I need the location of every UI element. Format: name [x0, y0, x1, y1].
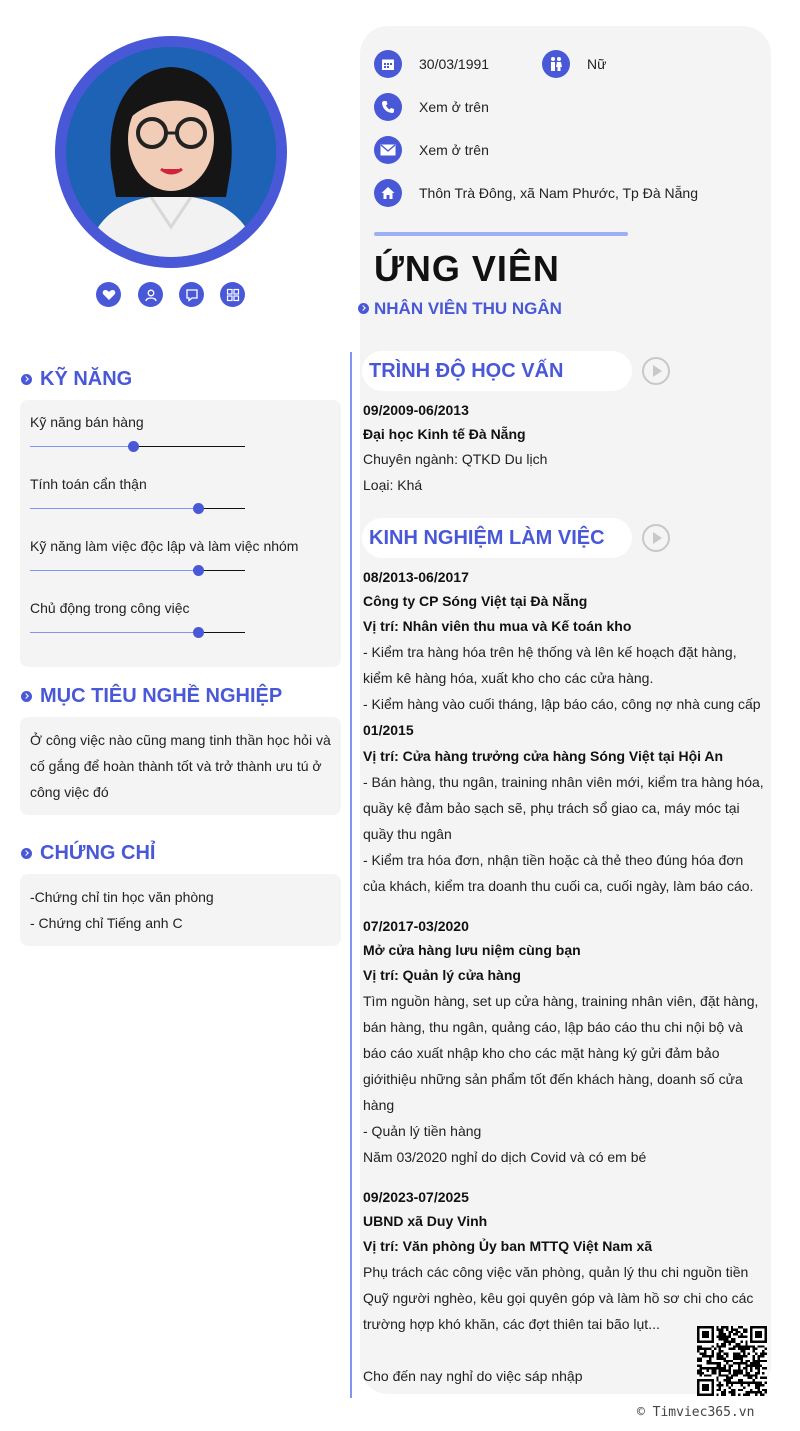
footer-copyright: © Timviec365.vn: [637, 1405, 755, 1420]
experience-line: bán hàng, thu ngân, quảng cáo, lập báo cáo thu chi nội bộ và: [363, 1019, 743, 1035]
experience-line: - Bán hàng, thu ngân, training nhân viên mới, kiểm tra hàng hóa,: [363, 774, 764, 790]
skill-level-fill: [30, 570, 198, 571]
objective-heading: MỤC TIÊU NGHỀ NGHIỆP: [40, 685, 283, 707]
experience-line: quầy thu ngân: [363, 826, 452, 842]
user-icon[interactable]: [138, 282, 163, 307]
education-school: Đại học Kinh tế Đà Nẵng: [363, 426, 526, 442]
experience-line: Tìm nguồn hàng, set up cửa hàng, training nhân viên, đặt hàng,: [363, 993, 759, 1009]
skill-level-bar: [30, 632, 245, 633]
play-icon[interactable]: [642, 357, 670, 385]
education-heading: TRÌNH ĐỘ HỌC VẤN: [369, 360, 564, 382]
experience-heading-line: 09/2023-07/2025: [363, 1189, 469, 1205]
experience-line: trường hợp khó khăn, các đợt thiên tai bão lụt...: [363, 1316, 660, 1332]
experience-line: - Kiểm tra hóa đơn, nhận tiền hoặc cà thẻ theo đúng hóa đơn: [363, 852, 744, 868]
qr-code: [697, 1326, 767, 1396]
home-icon: [374, 179, 402, 207]
chat-icon[interactable]: [179, 282, 204, 307]
birthday-text: 30/03/1991: [419, 56, 490, 72]
objective-text: Ở công việc nào cũng mang tinh thần học hỏi và cố gắng để hoàn thành tốt và trở thành ưu tú ở công việc đó: [30, 732, 331, 800]
skill-level-bar: [30, 508, 245, 509]
experience-heading-line: Mở cửa hàng lưu niệm cùng bạn: [363, 942, 581, 958]
gender-text: Nữ: [587, 56, 607, 72]
bullet-icon: [21, 848, 32, 859]
candidate-name: ỨNG VIÊN: [374, 248, 560, 289]
experience-heading-line: Vị trí: Cửa hàng trưởng cửa hàng Sóng Việt tại Hội An: [363, 748, 724, 764]
skill-level-fill: [30, 632, 198, 633]
calendar-icon: [374, 50, 402, 78]
education-major: Chuyên ngành: QTKD Du lịch: [363, 451, 548, 467]
bullet-icon: [21, 691, 32, 702]
certificates-text: -Chứng chỉ tin học văn phòng - Chứng chỉ Tiếng anh C: [30, 889, 214, 931]
experience-line: kiểm kê hàng hóa, xuất kho cho các cửa hàng.: [363, 670, 654, 686]
experience-line: Năm 03/2020 nghỉ do dịch Covid và có em bé: [363, 1149, 647, 1165]
experience-line: giớithiệu những sản phẩm tốt đến khách hàng, doanh số cửa: [363, 1071, 743, 1087]
experience-heading-line: Công ty CP Sóng Việt tại Đà Nẵng: [363, 593, 588, 609]
avatar-frame: [55, 36, 287, 268]
experience-line: quầy kệ đảm bảo sạch sẽ, phụ trách sổ giao ca, máy móc tại: [363, 800, 740, 816]
education-grade: Loại: Khá: [363, 477, 423, 493]
skill-name: Tính toán cẩn thận: [30, 476, 147, 492]
bullet-icon: [358, 303, 369, 314]
skill-name: Kỹ năng làm việc độc lập và làm việc nhóm: [30, 538, 299, 554]
job-title: NHÂN VIÊN THU NGÂN: [374, 299, 562, 318]
skill-level-bar: [30, 446, 245, 447]
skill-level-knob: [193, 565, 204, 576]
skill-name: Kỹ năng bán hàng: [30, 414, 144, 430]
education-period: 09/2009-06/2013: [363, 402, 469, 418]
certificates-heading: CHỨNG CHỈ: [40, 842, 156, 864]
experience-heading-line: 08/2013-06/2017: [363, 569, 469, 585]
phone-text: Xem ở trên: [419, 99, 489, 115]
experience-heading-line: Vị trí: Nhân viên thu mua và Kế toán kho: [363, 618, 632, 634]
play-icon[interactable]: [642, 524, 670, 552]
address-text: Thôn Trà Đông, xã Nam Phước, Tp Đà Nẵng: [419, 185, 698, 201]
experience-heading-line: Vị trí: Quản lý cửa hàng: [363, 967, 521, 983]
experience-line: - Kiểm tra hàng hóa trên hệ thống và lên kế hoạch đặt hàng,: [363, 644, 737, 660]
name-accent-bar: [374, 232, 628, 236]
experience-heading-line: UBND xã Duy Vinh: [363, 1213, 488, 1229]
experience-line: báo cáo xuất nhập kho cho các mặt hàng ký gửi đảm bảo: [363, 1045, 720, 1061]
experience-line: Phụ trách các công việc văn phòng, quản lý thu chi nguồn tiền: [363, 1264, 749, 1280]
skill-name: Chủ động trong công việc: [30, 600, 190, 616]
skills-box: [20, 400, 341, 667]
skill-level-knob: [193, 503, 204, 514]
bullet-icon: [21, 374, 32, 385]
phone-icon: [374, 93, 402, 121]
experience-heading-line: 01/2015: [363, 722, 414, 738]
skill-level-bar: [30, 570, 245, 571]
avatar: [66, 47, 276, 257]
skills-heading: KỸ NĂNG: [40, 368, 133, 390]
experience-heading-line: 07/2017-03/2020: [363, 918, 469, 934]
experience-line: Quỹ người nghèo, kêu gọi quyên góp và làm hồ sơ chi cho các: [363, 1290, 754, 1306]
gender-icon: [542, 50, 570, 78]
skill-level-fill: [30, 446, 133, 447]
mail-icon: [374, 136, 402, 164]
apps-icon[interactable]: [220, 282, 245, 307]
experience-heading-line: Vị trí: Văn phòng Ủy ban MTTQ Việt Nam xã: [363, 1238, 653, 1254]
experience-heading: KINH NGHIỆM LÀM VIỆC: [369, 527, 605, 549]
heart-icon[interactable]: [96, 282, 121, 307]
skill-level-knob: [193, 627, 204, 638]
skill-level-fill: [30, 508, 198, 509]
experience-line: Cho đến nay nghỉ do việc sáp nhập: [363, 1368, 583, 1384]
experience-line: - Quản lý tiền hàng: [363, 1123, 482, 1139]
experience-line: - Kiểm hàng vào cuối tháng, lập báo cáo, công nợ nhà cung cấp: [363, 696, 761, 712]
experience-line: của khách, kiểm tra doanh thu cuối ca, cuối ngày, làm báo cáo.: [363, 878, 754, 894]
experience-line: hàng: [363, 1097, 395, 1113]
email-text: Xem ở trên: [419, 142, 489, 158]
timeline-divider: [350, 352, 352, 1398]
